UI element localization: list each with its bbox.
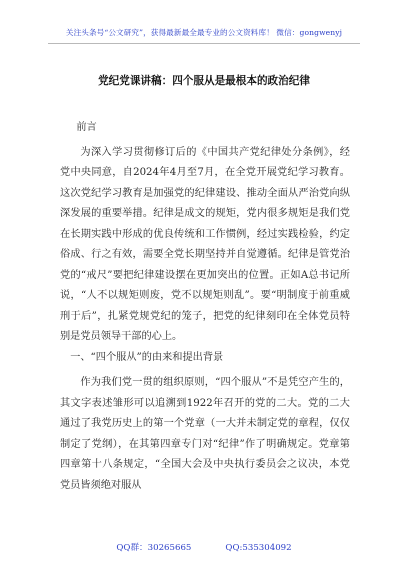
document-body bbox=[60, 118, 350, 496]
document-title: 党纪党课讲稿：四个服从是最根本的政治纪律 bbox=[98, 75, 310, 87]
header-banner: 关注头条号“公文研究”，获得最新最全最专业的公文资料库！ 微信：gongwenyj bbox=[65, 28, 343, 37]
header-divider bbox=[48, 43, 360, 44]
section-heading-1: 一、“四个服从”的由来和提出背景 bbox=[70, 351, 224, 363]
section-label-preface: 前言 bbox=[76, 122, 97, 133]
paragraph-section-1: 作为我们党一贯的组织原则，“四个服从”不是凭空产生的，其文字表述雏形可以追溯到1922年召开的党的二大。党的二大通过了我党历史上的第一个党章（一大并未制定党的章程，仅仅制定了党纲），在其第四章专门对“纪律”作了明确规定。党章第四章第十八条规定，“全国大会及中央执行委员会之议决，本党党员皆须绝对服从 bbox=[60, 377, 350, 491]
footer-qq-group: QQ群：30265665 bbox=[116, 543, 192, 553]
paragraph-preface: 为深入学习贯彻修订后的《中国共产党纪律处分条例》，经党中央同意，自2024年4月至7月，在全党开展党纪学习教育。这次党纪学习教育是加强党的纪律建设、推动全面从严治党向纵深发展的重要举措。纪律是成文的规矩，党内很多规矩是我们党在长期实践中形成的优良传统和工作惯例，经过实践检验，约定俗成、行之有效，需要全党长期坚持并自觉遵循。纪律是管党治党的“戒尺”要把纪律建设摆在更加突出的位置。正如A总书记所说，“人不以规矩则废，党不以规矩则乱”。要“明制度于前重威刑于后”，扎紧党规党纪的笼子，把党的纪律刻印在全体党员特别是党员领导干部的心上。 bbox=[60, 146, 350, 342]
footer-contact bbox=[0, 541, 408, 553]
footer-qq-number: QQ:535304092 bbox=[225, 543, 292, 553]
